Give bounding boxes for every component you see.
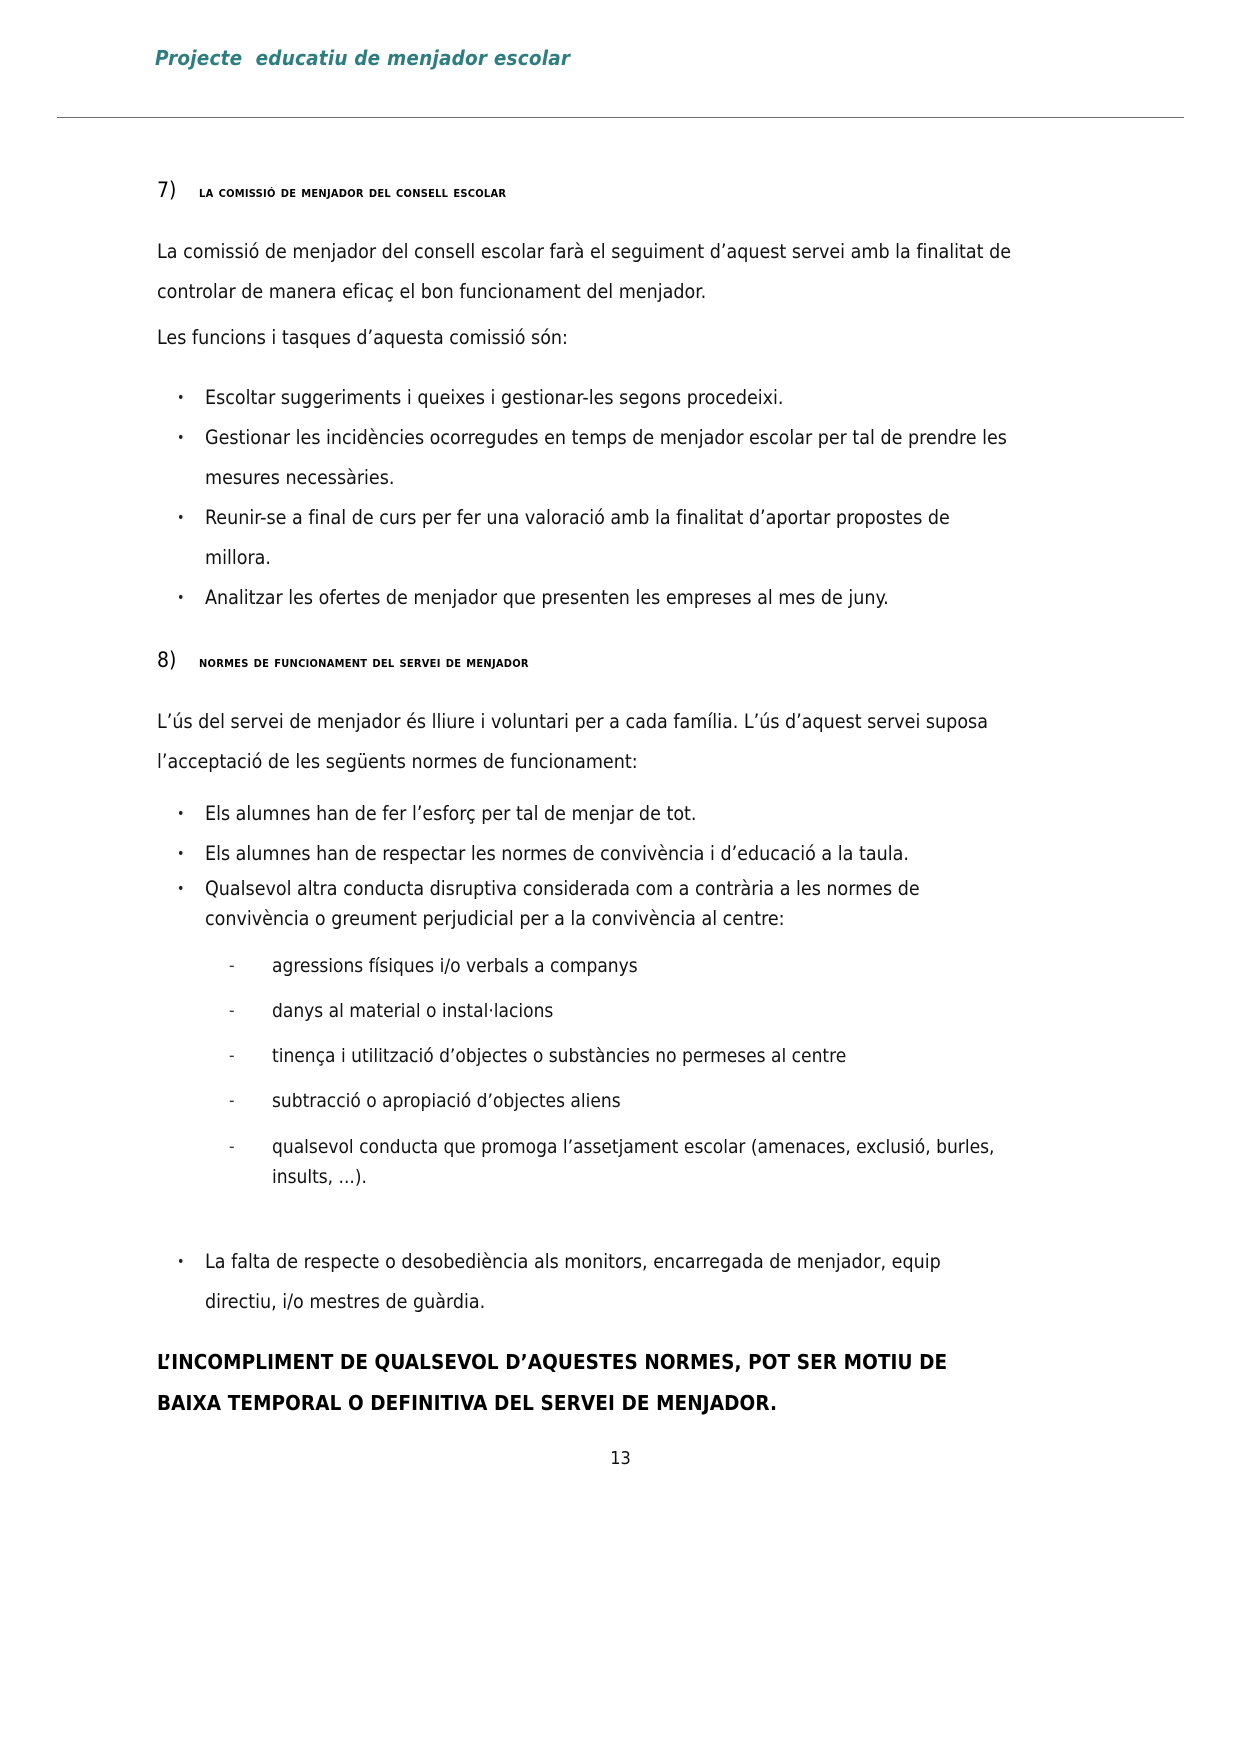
section-7-paragraph-1: La comissió de menjador del consell escolar farà el seguiment d’aquest servei amb la finalitat de controlar de manera eficaç el bon funcionament del menjador. xyxy=(157,240,1012,303)
spacer xyxy=(157,358,1012,378)
header-title: Projecte educatiu de menjador escolar xyxy=(155,46,571,70)
running-header xyxy=(0,46,1241,116)
section-7-paragraph-2: Les funcions i tasques d’aquesta comissió són: xyxy=(157,326,568,349)
page-number: 13 xyxy=(610,1448,631,1469)
list-item: • Els alumnes han de fer l’esforç per tal de menjar de tot. xyxy=(157,794,1012,834)
section-8-bullet-list-disruptive xyxy=(157,874,1012,934)
sub-list-item: - tinença i utilització d’objectes o substàncies no permeses al centre xyxy=(157,1034,1012,1079)
spacer xyxy=(157,1222,1012,1242)
section-title-8: normes de funcionament del servei de menjador xyxy=(199,653,529,671)
list-item: • Els alumnes han de respectar les normes de convivència i d’educació a la taula. xyxy=(157,834,1012,874)
section-8-paragraph-1: L’ús del servei de menjador és lliure i voluntari per a cada família. L’ús d’aquest servei suposa l’acceptació de les següents normes de funcionament: xyxy=(157,710,988,773)
list-item: • Escoltar suggeriments i queixes i gestionar-les segons procedeixi. xyxy=(157,378,1012,418)
spacer xyxy=(157,782,1012,794)
list-item: • Gestionar les incidències ocorregudes en temps de menjador escolar per tal de prendre les mesures necessàries. xyxy=(157,418,1012,498)
section-7-bullet-list xyxy=(157,378,1012,618)
section-number-7: 7) xyxy=(157,178,177,202)
spacer xyxy=(157,1322,1012,1342)
spacer xyxy=(157,672,1012,702)
sub-list-item: - danys al material o instal·lacions xyxy=(157,989,1012,1034)
list-item: • Reunir-se a final de curs per fer una valoració amb la finalitat d’aportar propostes de millora. xyxy=(157,498,1012,578)
section-title-7: la comissió de menjador del consell escolar xyxy=(199,183,507,201)
section-number-8: 8) xyxy=(157,648,177,672)
list-item: • La falta de respecte o desobediència als monitors, encarregada de menjador, equip directiu, i/o mestres de guàrdia. xyxy=(157,1242,1012,1322)
document-body xyxy=(157,178,1012,1424)
section-heading-7 xyxy=(157,178,1012,202)
spacer xyxy=(157,202,1012,232)
section-heading-8 xyxy=(157,648,1012,672)
header-divider xyxy=(57,117,1184,118)
spacer xyxy=(157,1192,1012,1222)
sub-list-item: - agressions físiques i/o verbals a companys xyxy=(157,944,1012,989)
sub-list-item: - qualsevol conducta que promoga l’assetjament escolar (amenaces, exclusió, burles, insults, ...). xyxy=(157,1132,1012,1192)
section-8-bullet-list-final xyxy=(157,1242,1012,1322)
section-8-bullet-list xyxy=(157,794,1012,874)
spacer xyxy=(157,618,1012,648)
list-item: • Qualsevol altra conducta disruptiva considerada com a contrària a les normes de convivència o greument perjudicial per a la convivència al centre: xyxy=(157,874,1012,934)
section-8-sub-list xyxy=(157,944,1012,1192)
list-item: • Analitzar les ofertes de menjador que presenten les empreses al mes de juny. xyxy=(157,578,1012,618)
sub-list-item: - subtracció o apropiació d’objectes aliens xyxy=(157,1079,1012,1124)
closing-statement: L’INCOMPLIMENT DE QUALSEVOL D’AQUESTES NORMES, POT SER MOTIU DE BAIXA TEMPORAL O DEFINITIVA DEL SERVEI DE MENJADOR. xyxy=(157,1350,948,1415)
